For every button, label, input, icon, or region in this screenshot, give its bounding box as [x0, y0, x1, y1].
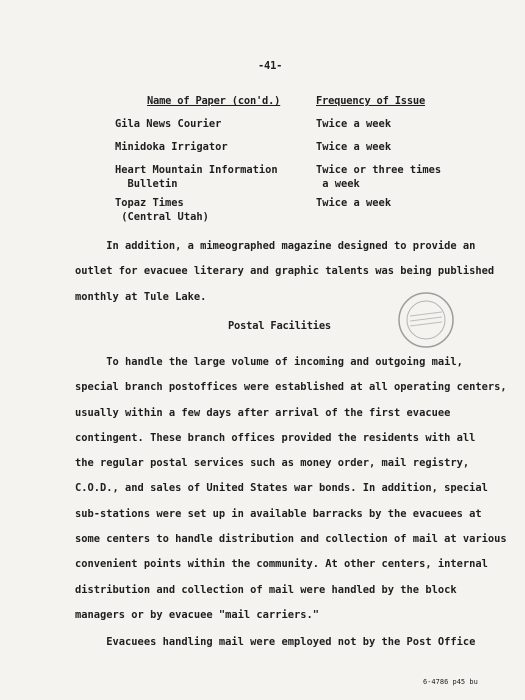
table-row-name: Gila News Courier [115, 118, 222, 130]
table-row-name: Minidoka Irrigator [115, 141, 228, 153]
text-line: convenient points within the community. At other centers, internal [75, 558, 488, 571]
section-heading: Postal Facilities [228, 320, 331, 332]
paragraph-employment [75, 630, 475, 655]
table-row-frequency: Twice a week [316, 118, 392, 130]
text-line: sub-stations were set up in available barracks by the evacuees at [75, 507, 482, 520]
column-header-frequency: Frequency of Issue [316, 95, 426, 107]
table-row-frequency: Twice a week [316, 197, 392, 209]
paragraph-postal [75, 350, 507, 628]
text-line: In addition, a mimeographed magazine designed to provide an [75, 240, 476, 252]
text-line: C.O.D., and sales of United States war bonds. In addition, special [75, 482, 488, 495]
text-line: usually within a few days after arrival of the first evacuee [75, 406, 451, 419]
page-number: -41- [258, 60, 283, 72]
text-line: some centers to handle distribution and collection of mail at various [75, 533, 507, 546]
text-line: the regular postal services such as money order, mail registry, [75, 457, 470, 470]
table-row-frequency: Twice or three times a week [316, 164, 442, 190]
text-line: managers or by evacuee "mail carriers." [75, 608, 319, 621]
footer-code: 6-4786 p45 bu [423, 678, 478, 686]
table-row-name: Topaz Times (Central Utah) [115, 197, 209, 223]
column-header-name: Name of Paper (con'd.) [147, 95, 281, 107]
text-line: To handle the large volume of incoming and outgoing mail, [75, 356, 463, 368]
text-line: monthly at Tule Lake. [75, 290, 207, 303]
text-line: outlet for evacuee literary and graphic talents was being published [75, 265, 495, 278]
table-row-name: Heart Mountain Information Bulletin [115, 164, 278, 190]
text-line: contingent. These branch offices provided the residents with all [75, 431, 476, 444]
table-row-frequency: Twice a week [316, 141, 392, 153]
text-line: Evacuees handling mail were employed not by the Post Office [75, 636, 476, 648]
text-line: distribution and collection of mail were handled by the block [75, 583, 457, 596]
archives-stamp-icon [396, 290, 456, 350]
text-line: special branch postoffices were established at all operating centers, [75, 381, 507, 394]
